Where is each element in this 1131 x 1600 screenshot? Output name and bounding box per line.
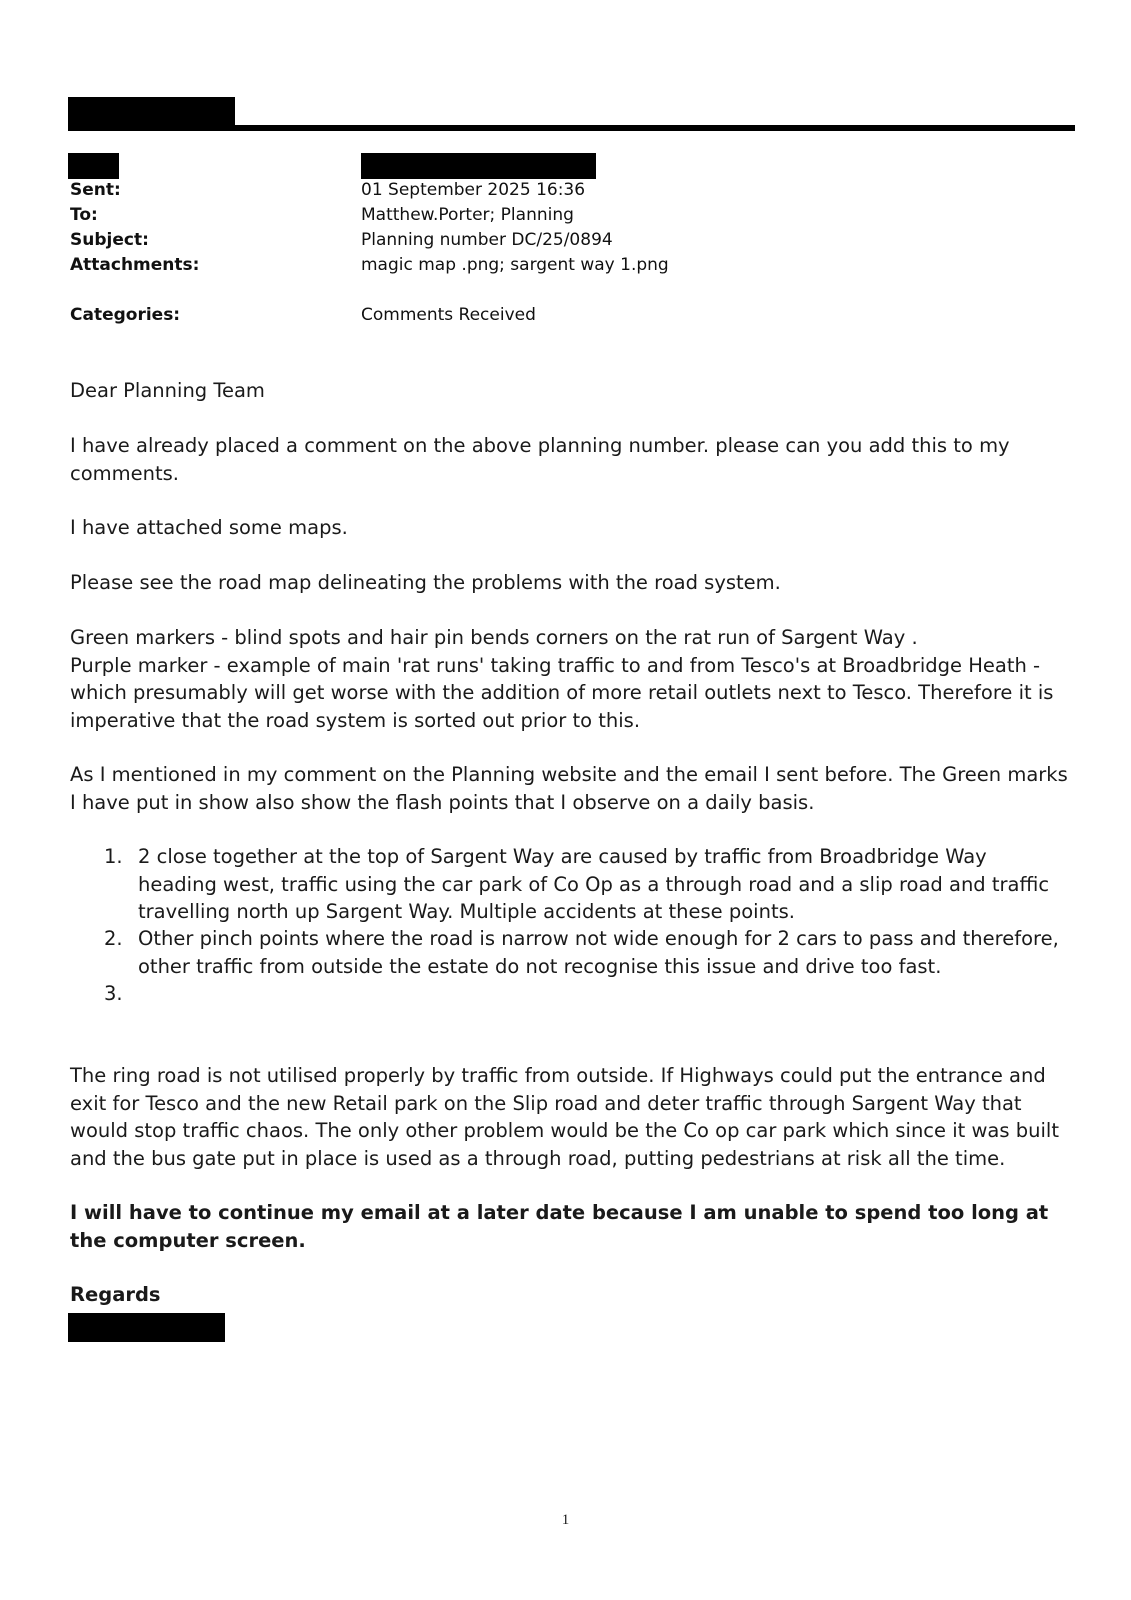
attachments-value: magic map .png; sargent way 1.png [361, 255, 669, 275]
subject-value: Planning number DC/25/0894 [361, 230, 613, 250]
to-value: Matthew.Porter; Planning [361, 205, 574, 225]
sent-value: 01 September 2025 16:36 [361, 180, 586, 200]
categories-value: Comments Received [361, 305, 536, 325]
greeting: Dear Planning Team [70, 379, 265, 402]
list-item [104, 925, 1070, 980]
page-number: 1 [561, 1512, 570, 1528]
redacted-sender-name [68, 97, 235, 127]
signoff: Regards [70, 1283, 161, 1306]
redacted-signature [68, 1313, 225, 1342]
paragraph-4 [70, 624, 1070, 734]
list-number: 3. [104, 982, 123, 1005]
redacted-from-value [361, 153, 596, 179]
redacted-from-label [68, 153, 119, 179]
paragraph-2: I have attached some maps. [70, 516, 348, 539]
paragraph-3: Please see the road map delineating the problems with the road system. [70, 571, 781, 594]
paragraph-1: I have already placed a comment on the above planning number. please can you add this to my comments. [70, 434, 1010, 485]
list-text: 2 close together at the top of Sargent Way are caused by traffic from Broadbridge Way heading west, traffic using the car park of Co Op as a through road and a slip road and traffic travelling north up Sargent Way. Multiple accidents at these points. [138, 845, 1050, 923]
categories-label: Categories: [70, 305, 181, 325]
header-rule [68, 125, 1075, 131]
purple-marker-text: Purple marker - example of main 'rat runs' taking traffic to and from Tesco's at Broadbridge Heath - which presumably will get worse with the addition of more retail outlets next to Tesco. Therefore it is imperative that the road system is sorted out prior to this. [70, 653, 1054, 732]
green-markers-line: Green markers - blind spots and hair pin bends corners on the rat run of Sargent Way . [70, 626, 918, 649]
sent-label: Sent: [70, 180, 121, 200]
list-number: 2. [104, 927, 123, 950]
list-item [104, 843, 1070, 926]
attachments-label: Attachments: [70, 255, 200, 275]
list-number: 1. [104, 845, 123, 868]
subject-label: Subject: [70, 230, 149, 250]
list-text: Other pinch points where the road is narrow not wide enough for 2 cars to pass and therefore, other traffic from outside the estate do not recognise this issue and drive too fast. [138, 927, 1059, 978]
paragraph-5: As I mentioned in my comment on the Planning website and the email I sent before. The Green marks I have put in show also show the flash points that I observe on a daily basis. [70, 763, 1068, 814]
paragraph-6: The ring road is not utilised properly by traffic from outside. If Highways could put the entrance and exit for Tesco and the new Retail park on the Slip road and deter traffic through Sargent Way that would stop traffic chaos. The only other problem would be the Co op car park which since it was built and the bus gate put in place is used as a through road, putting pedestrians at risk all the time. [70, 1064, 1059, 1170]
to-label: To: [70, 205, 98, 225]
paragraph-7-bold: I will have to continue my email at a later date because I am unable to spend too long at the computer screen. [70, 1201, 1049, 1252]
